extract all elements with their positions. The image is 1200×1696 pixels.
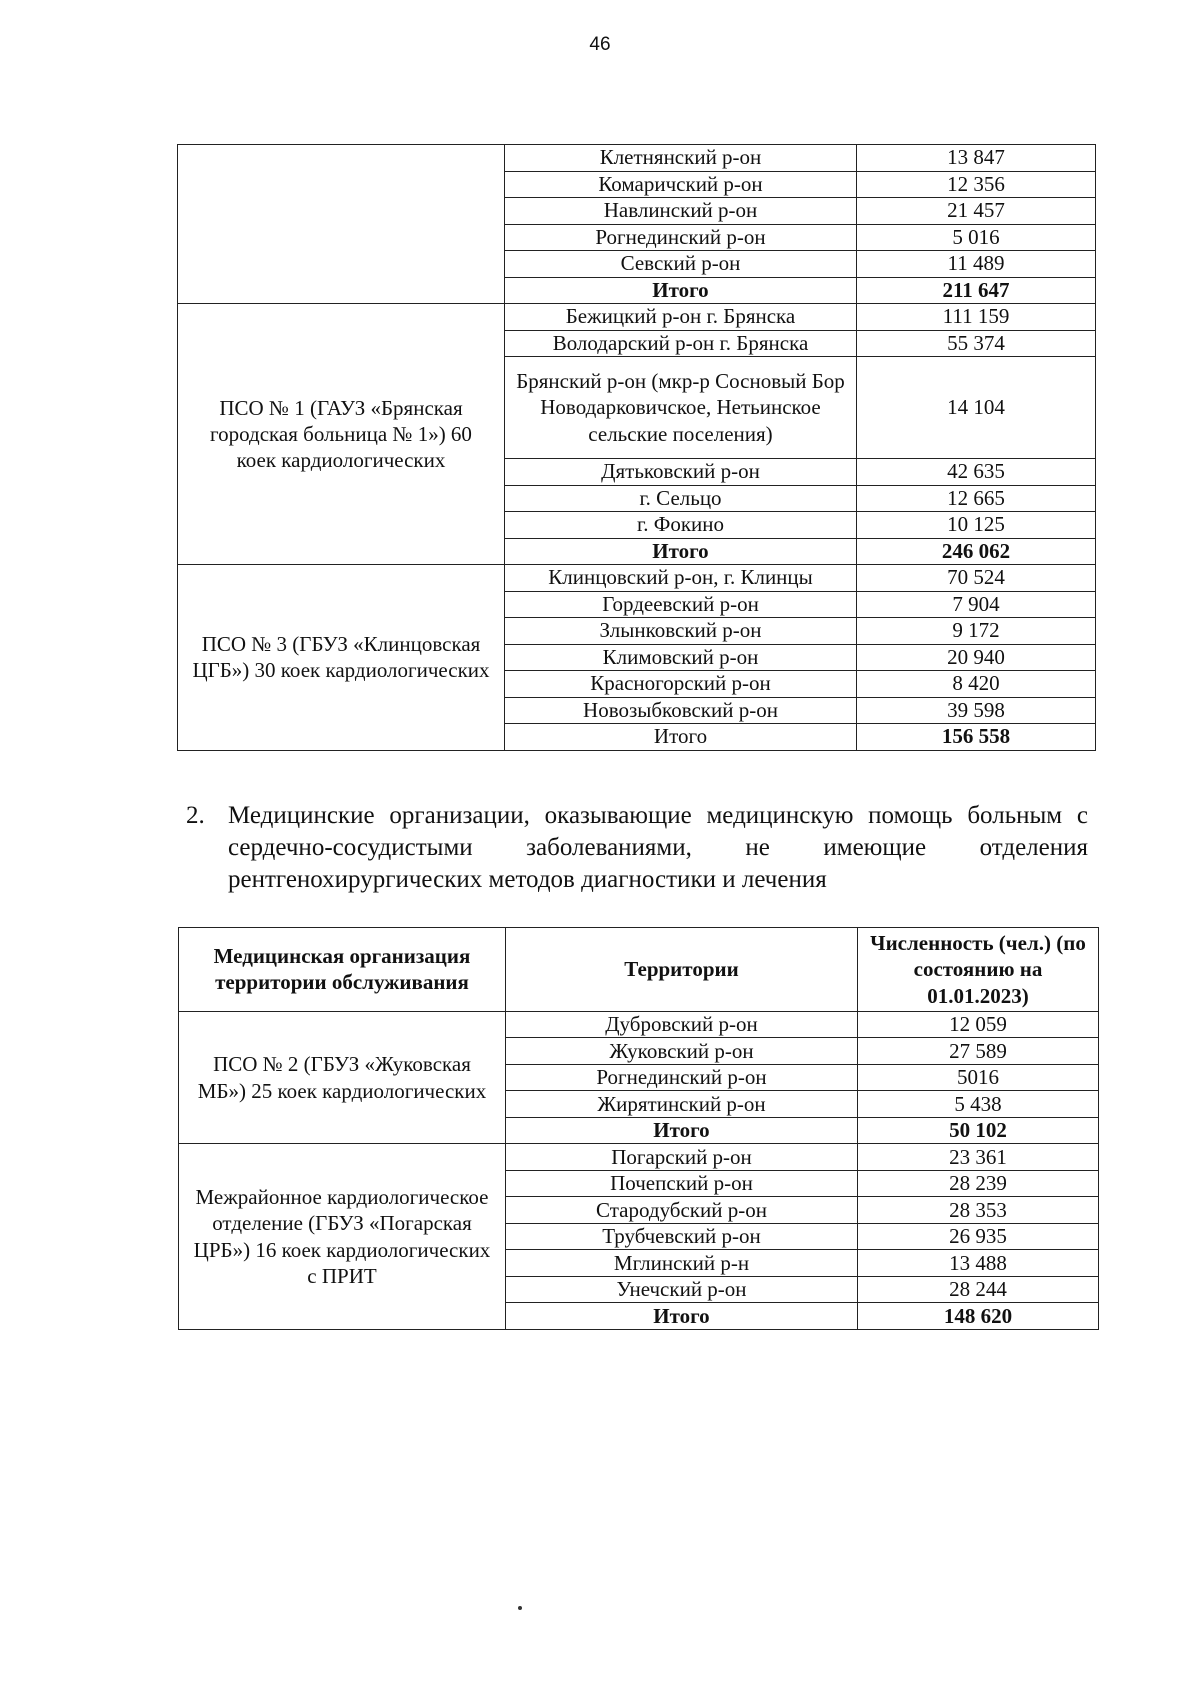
table-row xyxy=(178,565,1096,592)
territory-cell: Трубчевский р-он xyxy=(506,1223,858,1250)
population-cell: 27 589 xyxy=(858,1038,1099,1065)
territory-cell: Навлинский р-он xyxy=(505,198,857,225)
territory-cell: Почепский р-он xyxy=(506,1170,858,1197)
total-count-cell: 156 558 xyxy=(857,724,1096,751)
organization-cell: Межрайонное кардиологическое отделение (ГБУЗ «Погарская ЦРБ») 16 коек кардиологических с ПРИТ xyxy=(179,1144,506,1330)
territory-cell: Новозыбковский р-он xyxy=(505,697,857,724)
organization-cell xyxy=(178,145,505,304)
territory-cell: Рогнединский р-он xyxy=(506,1064,858,1091)
territory-cell: Злынковский р-он xyxy=(505,618,857,645)
organization-cell: ПСО № 1 (ГАУЗ «Брянская городская больница № 1») 60 коек кардиологических xyxy=(178,304,505,565)
population-cell: 26 935 xyxy=(858,1223,1099,1250)
organization-cell: ПСО № 3 (ГБУЗ «Клинцовская ЦГБ») 30 коек кардиологических xyxy=(178,565,505,751)
population-cell: 11 489 xyxy=(857,251,1096,278)
territory-cell: Унечский р-он xyxy=(506,1276,858,1303)
total-count-cell: 148 620 xyxy=(858,1303,1099,1330)
page-number: 46 xyxy=(589,34,611,55)
header-population: Численность (чел.) (по состоянию на 01.01.2023) xyxy=(858,928,1099,1012)
section-2-heading xyxy=(186,800,1088,896)
total-count-cell: 211 647 xyxy=(857,277,1096,304)
population-cell: 28 244 xyxy=(858,1276,1099,1303)
territory-cell: Володарский р-он г. Брянска xyxy=(505,330,857,357)
territory-cell: Рогнединский р-он xyxy=(505,224,857,251)
population-cell: 7 904 xyxy=(857,591,1096,618)
table-body xyxy=(178,145,1096,751)
population-cell: 10 125 xyxy=(857,512,1096,539)
population-cell: 9 172 xyxy=(857,618,1096,645)
section-number: 2. xyxy=(186,802,205,829)
population-cell: 12 665 xyxy=(857,485,1096,512)
population-cell: 5 438 xyxy=(858,1091,1099,1118)
territory-cell: Клетнянский р-он xyxy=(505,145,857,172)
territory-cell: Клинцовский р-он, г. Клинцы xyxy=(505,565,857,592)
territory-cell: Климовский р-он xyxy=(505,644,857,671)
territory-cell: Комаричский р-он xyxy=(505,171,857,198)
total-label-cell: Итого xyxy=(506,1117,858,1144)
table-header-row xyxy=(179,928,1099,1012)
total-count-cell: 246 062 xyxy=(857,538,1096,565)
population-cell: 14 104 xyxy=(857,357,1096,459)
total-label-cell: Итого xyxy=(505,277,857,304)
territory-cell: Стародубский р-он xyxy=(506,1197,858,1224)
table-body xyxy=(179,1011,1099,1329)
population-cell: 13 488 xyxy=(858,1250,1099,1277)
population-cell: 12 059 xyxy=(858,1011,1099,1038)
population-cell: 5 016 xyxy=(857,224,1096,251)
population-cell: 8 420 xyxy=(857,671,1096,698)
population-cell: 42 635 xyxy=(857,459,1096,486)
territory-cell: Бежицкий р-он г. Брянска xyxy=(505,304,857,331)
territory-cell: Красногорский р-он xyxy=(505,671,857,698)
table-row xyxy=(178,304,1096,331)
header-organization: Медицинская организация территории обслуживания xyxy=(179,928,506,1012)
total-label-cell: Итого xyxy=(506,1303,858,1330)
table-continued-pso-districts xyxy=(177,144,1096,751)
section-title: Медицинские организации, оказывающие медицинскую помощь больным с сердечно-сосудистыми заболеваниями, не имеющие отделения рентгенохирургических методов диагностики и лечения xyxy=(228,802,1088,893)
territory-cell: г. Сельцо xyxy=(505,485,857,512)
territory-cell: Мглинский р-н xyxy=(506,1250,858,1277)
organization-cell: ПСО № 2 (ГБУЗ «Жуковская МБ») 25 коек кардиологических xyxy=(179,1011,506,1144)
population-cell: 23 361 xyxy=(858,1144,1099,1171)
population-cell: 70 524 xyxy=(857,565,1096,592)
population-cell: 28 239 xyxy=(858,1170,1099,1197)
population-cell: 20 940 xyxy=(857,644,1096,671)
page-dot-mark xyxy=(518,1606,522,1610)
population-cell: 111 159 xyxy=(857,304,1096,331)
population-cell: 13 847 xyxy=(857,145,1096,172)
territory-cell: Дубровский р-он xyxy=(506,1011,858,1038)
territory-cell: Дятьковский р-он xyxy=(505,459,857,486)
population-cell: 5016 xyxy=(858,1064,1099,1091)
territory-cell: Жуковский р-он xyxy=(506,1038,858,1065)
territory-cell: Севский р-он xyxy=(505,251,857,278)
population-cell: 28 353 xyxy=(858,1197,1099,1224)
total-label-cell: Итого xyxy=(505,724,857,751)
table-row xyxy=(178,145,1096,172)
table-organizations-without-xray-surgery xyxy=(178,927,1099,1330)
header-territories: Территории xyxy=(506,928,858,1012)
population-cell: 55 374 xyxy=(857,330,1096,357)
population-cell: 21 457 xyxy=(857,198,1096,225)
total-label-cell: Итого xyxy=(505,538,857,565)
territory-cell: Брянский р-он (мкр-р Сосновый Бор Новодарковичское, Нетьинское сельские поселения) xyxy=(505,357,857,459)
territory-cell: Погарский р-он xyxy=(506,1144,858,1171)
table-row xyxy=(179,1011,1099,1038)
total-count-cell: 50 102 xyxy=(858,1117,1099,1144)
table-row xyxy=(179,1144,1099,1171)
territory-cell: Жирятинский р-он xyxy=(506,1091,858,1118)
territory-cell: Гордеевский р-он xyxy=(505,591,857,618)
population-cell: 39 598 xyxy=(857,697,1096,724)
territory-cell: г. Фокино xyxy=(505,512,857,539)
population-cell: 12 356 xyxy=(857,171,1096,198)
